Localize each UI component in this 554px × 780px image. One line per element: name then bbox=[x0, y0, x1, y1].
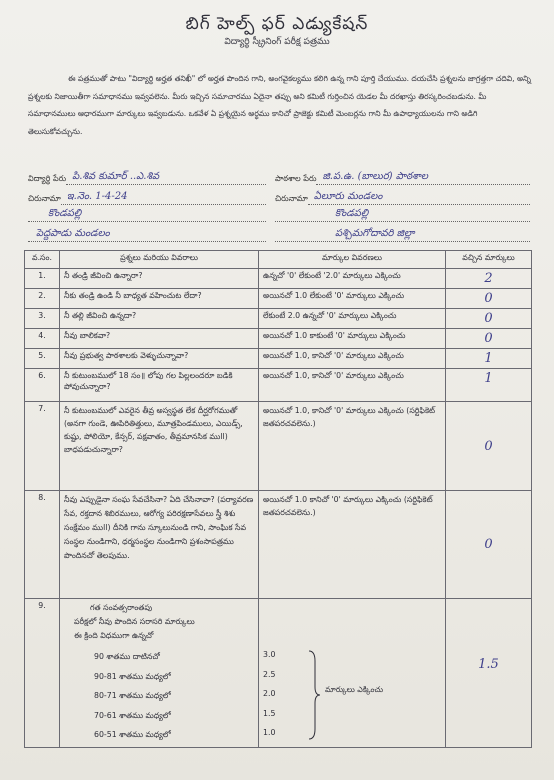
row-detail: అయినచో 1.0 కానిచో '0' మార్కులు ఎక్కించు (సర్టిఫికెట్ జతపరచవలెను.) bbox=[259, 491, 446, 599]
grade-range: 90 శాతము దాటినచో bbox=[94, 652, 160, 661]
page-subtitle: విద్యార్థి స్క్రీనింగ్ పరీక్ష పత్రము bbox=[224, 37, 330, 47]
row-no: 5. bbox=[25, 349, 60, 369]
row-question: నీ తండ్రి జీవించి ఉన్నారా? bbox=[60, 269, 259, 289]
brace-icon bbox=[307, 649, 321, 741]
row-detail: అయినచో 1.0 లేకుంటే '0' మార్కులు ఎక్కించు bbox=[259, 289, 446, 309]
row-no: 7. bbox=[25, 402, 60, 491]
school-name-field[interactable] bbox=[275, 170, 530, 185]
row-question-cell bbox=[60, 599, 259, 748]
row-detail: అయినచో 1.0 కాకుంటే '0' మార్కులు ఎక్కించు bbox=[259, 329, 446, 349]
row-no: 3. bbox=[25, 309, 60, 329]
table-row bbox=[25, 349, 532, 369]
school-address-line-1: ఏలూరు మండలం bbox=[308, 190, 530, 205]
row-question: నీవు బాలికవా? bbox=[60, 329, 259, 349]
school-name-label: పాఠశాల పేరు bbox=[275, 174, 317, 183]
grade-range: 80-71 శాతము మధ్యలో bbox=[94, 691, 171, 700]
row-no: 8. bbox=[25, 491, 60, 599]
address-line-1: ఇ.నెం. 1-4-24 bbox=[61, 190, 266, 205]
row-mark-cell[interactable] bbox=[446, 309, 532, 329]
table-row bbox=[25, 309, 532, 329]
row-mark: 0 bbox=[484, 331, 493, 346]
row-mark: 0 bbox=[484, 438, 493, 454]
table-row bbox=[25, 329, 532, 349]
screening-table bbox=[24, 250, 532, 748]
grade-intro-1: గత సంవత్సరాంతపు bbox=[90, 603, 153, 612]
row-question: నీ కుటుంబములో 18 సం॥ లోపు గల పిల్లలందరూ బడికి పోవుచున్నారా? bbox=[60, 369, 259, 402]
grade-marks-list bbox=[263, 645, 307, 743]
header-question: ప్రశ్నలు మరియు వివరాలు bbox=[60, 251, 259, 269]
row-no: 1. bbox=[25, 269, 60, 289]
row-question: నీ కుటుంబములో ఎవరైన తీవ్ర అస్వస్థత లేక దీర్ఘరోగముతో (అనగా గుండె, ఊపిరితిత్తులు, మూత్రపిండములు, ఎయిడ్స్, కుష్టు, పోలియో, కేన్సర్, పక్షవాతం, తీవ్రమానసిక ముll) బాధపడుచున్నారా? bbox=[60, 402, 259, 491]
grade-mark: 1.0 bbox=[263, 728, 276, 737]
student-name-value: పి.శివ కుమార్ ..ఎ.శివ bbox=[66, 170, 266, 185]
row-mark-cell[interactable] bbox=[446, 599, 532, 748]
row-detail: అయినచో 1.0, కానిచో '0' మార్కులు ఎక్కించు bbox=[259, 349, 446, 369]
row-mark-cell[interactable] bbox=[446, 402, 532, 491]
table-row bbox=[25, 289, 532, 309]
school-address-label: చిరునామా bbox=[275, 194, 308, 203]
row-mark: 0 bbox=[484, 311, 493, 326]
grade-mark: 2.5 bbox=[263, 669, 276, 679]
table-row bbox=[25, 402, 532, 491]
address-line-3[interactable]: పెద్దపాడు మండలం bbox=[28, 227, 266, 242]
row-mark-cell[interactable] bbox=[446, 349, 532, 369]
grade-range: 60-51 శాతము మధ్యలో bbox=[94, 730, 171, 739]
table-row bbox=[25, 491, 532, 599]
school-address-line-3[interactable]: పశ్చిమగోదావరి జిల్లా bbox=[275, 227, 530, 242]
grade-mark: 1.5 bbox=[263, 708, 276, 718]
row-mark: 0 bbox=[484, 291, 493, 306]
row-mark: 0 bbox=[484, 537, 493, 552]
row-detail-cell bbox=[259, 599, 446, 748]
header-marks-detail: మార్కుల వివరణలు bbox=[259, 251, 446, 269]
grade-list bbox=[64, 647, 254, 745]
address-line-2[interactable]: కొండపల్లి bbox=[28, 207, 266, 222]
row-mark: 1 bbox=[484, 351, 493, 366]
row-detail: అయినచో 1.0, కానిచో '0' మార్కులు ఎక్కించు bbox=[259, 369, 446, 402]
page-title: బిగ్ హెల్ప్ ఫర్ ఎడ్యుకేషన్ bbox=[185, 14, 369, 34]
instructions-paragraph: ఈ పత్రముతో పాటు "విద్యార్థి అర్హత తనిఖీ" లో అర్హత పొందిన గాని, అంగవైకల్యము కలిగి ఉన్న గాని పూర్తి చేయుము. దయచేసి ప్రశ్నలను జాగ్రత్తగా చదివి, అన్ని ప్రశ్నలకు నిజాయితీగా సమాధానము ఇవ్వవలెను. మీరు ఇచ్చిన సమాచారము ఏదైనా తప్పు అని కమిటీ గుర్తించిన యెడల మీ దరఖాస్తు తిరస్కరించబడును. మీ సమాధానములు ఆధారముగా మార్కులు ఇవ్వబడును. ఒకవేళ ఏ ప్రశ్నయైన అర్థము కానిచో ప్రాజెక్టు కమిటీ మెంబర్లను గాని మీ ఉపాధ్యాయులను గాని అడిగి తెలుసుకోవచ్చును. bbox=[28, 74, 531, 136]
row-no: 9. bbox=[25, 599, 60, 748]
row-mark: 2 bbox=[484, 271, 493, 286]
row-question: నీకు తండ్రి ఉండి నీ బాధ్యత వహించుట లేదా? bbox=[60, 289, 259, 309]
row-mark-cell[interactable] bbox=[446, 289, 532, 309]
school-address-field[interactable] bbox=[275, 190, 530, 205]
school-address-line-2[interactable]: కొండపల్లి bbox=[275, 207, 530, 222]
row-detail: లేకుంటే 2.0 ఉన్నచో '0' మార్కులు ఎక్కించు bbox=[259, 309, 446, 329]
row-mark: 1.5 bbox=[478, 657, 499, 672]
table-row bbox=[25, 369, 532, 402]
row-mark-cell[interactable] bbox=[446, 491, 532, 599]
table-row bbox=[25, 599, 532, 748]
header-marks-obtained: వచ్చిన మార్కులు bbox=[446, 251, 532, 269]
row-detail: ఉన్నచో '0' లేకుంటే '2.0' మార్కులు ఎక్కించు bbox=[259, 269, 446, 289]
row-no: 6. bbox=[25, 369, 60, 402]
row-no: 2. bbox=[25, 289, 60, 309]
row-no: 4. bbox=[25, 329, 60, 349]
row-mark-cell[interactable] bbox=[446, 329, 532, 349]
row-question: నీవు ఎప్పుడైనా సంఘ సేవచేసినా? ఏది చేసినావా? (పర్యావరణ సేవ, రక్తదాన శిబిరములు, ఆరోగ్య పరిరక్షణాసేవలు స్త్రీ శిశు సంక్షేమం ముll) దీనికి గాను స్కూలునుండి గాని, సాంఘిక సేవ సంస్థల నుండిగాని, ధర్మసంస్థల నుండిగాని ప్రశంసాపత్రము పొందినచో తెలపుము. bbox=[60, 491, 259, 599]
grade-note: మార్కులు ఎక్కించు bbox=[325, 685, 384, 694]
school-name-value: జి.ప.ఉ. (బాలుర) పాఠశాల bbox=[316, 170, 530, 185]
student-name-field[interactable] bbox=[28, 170, 266, 185]
row-detail: అయినచో 1.0, కానిచో '0' మార్కులు ఎక్కించు (సర్టిఫికెట్ జతపరచవలెను.) bbox=[259, 402, 446, 491]
table-row bbox=[25, 269, 532, 289]
grade-intro-2: పరీక్షలో నీవు పొందిన సరాసరి మార్కులు bbox=[74, 617, 195, 626]
row-mark-cell[interactable] bbox=[446, 369, 532, 402]
address-label: చిరునామా bbox=[28, 194, 61, 203]
row-question: నీవు ప్రభుత్వ పాఠశాలకు వెళ్ళుచున్నావా? bbox=[60, 349, 259, 369]
row-question: నీ తల్లి జీవించి ఉన్నదా? bbox=[60, 309, 259, 329]
grade-intro-3: ఈ క్రింది విధముగా ఉన్నచో bbox=[74, 631, 154, 640]
address-field[interactable] bbox=[28, 190, 266, 205]
grade-range: 90-81 శాతము మధ్యలో bbox=[94, 671, 171, 681]
grade-mark: 2.0 bbox=[263, 689, 276, 698]
table-header-row bbox=[25, 251, 532, 269]
grade-range: 70-61 శాతము మధ్యలో bbox=[94, 710, 171, 720]
row-mark-cell[interactable] bbox=[446, 269, 532, 289]
row-mark: 1 bbox=[484, 371, 493, 386]
student-name-label: విద్యార్థి పేరు bbox=[28, 174, 67, 183]
grade-mark: 3.0 bbox=[263, 650, 276, 659]
header-serial: వ.సం. bbox=[25, 251, 60, 269]
